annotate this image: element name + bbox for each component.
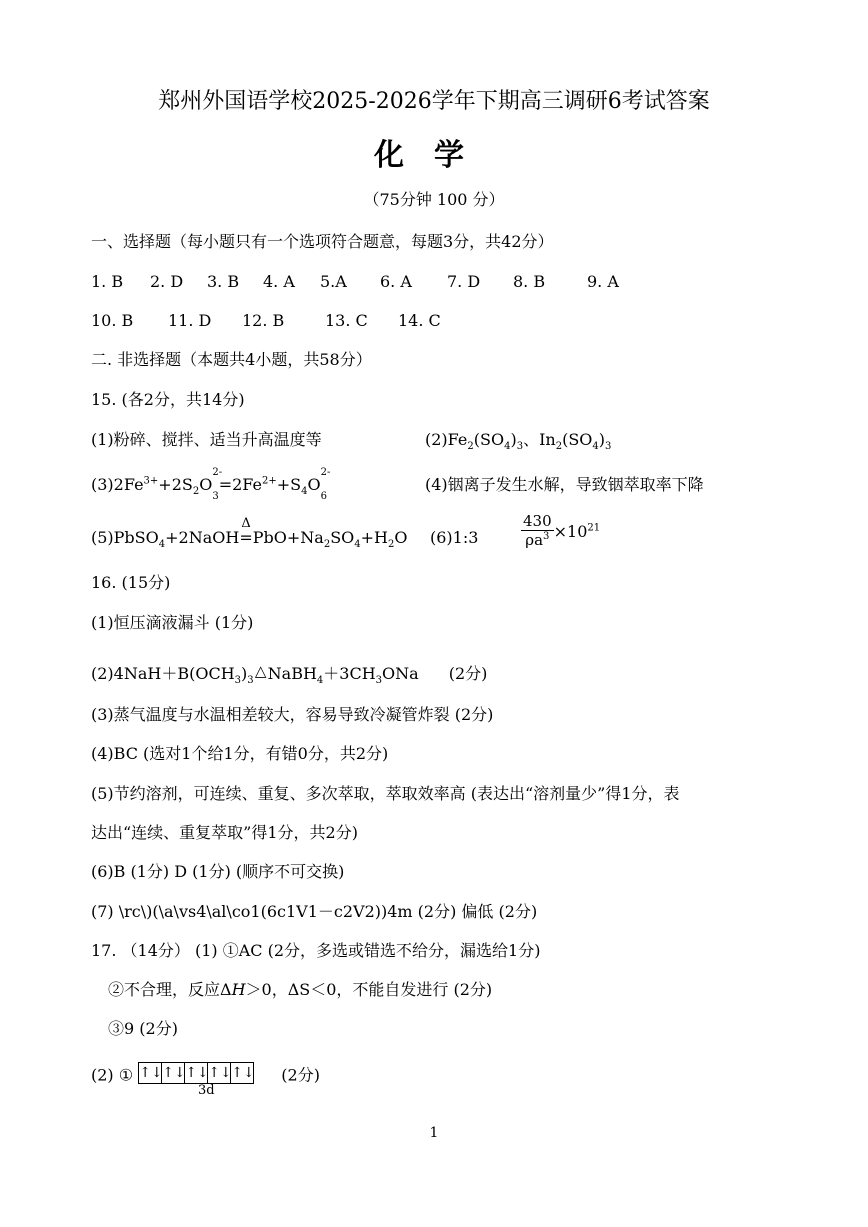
orbital-diagram-3d (138, 1062, 254, 1084)
answer-4: 4. A (263, 272, 295, 291)
q15-part1: (1)粉碎、搅拌、适当升高温度等 (91, 430, 322, 449)
answer-13: 13. C (325, 311, 368, 330)
q15-part3: $(3)2Fe^{3+}+2S_2O$ 2- $_3=2Fe^{2+}+S_4O$ 2- $_6$ (91, 467, 331, 503)
subject-title: 化学 (374, 138, 494, 173)
orbital-label: 3d (198, 1083, 215, 1098)
answer-2: 2. D (150, 272, 184, 291)
q16-part3: (3)蒸气温度与水温相差较大，容易导致冷凝管炸裂 (2分) (91, 705, 494, 724)
q15-part6: (6)1:3 (430, 528, 479, 547)
q15-density-formula: $\frac{430}{\rho a^3}$ $\times 10^{21}$ (523, 512, 601, 549)
orbital-box: ↑↓ (162, 1065, 186, 1081)
q16-part5-line1: (5)节约溶剂，可连续、重复、多次萃取，萃取效率高 (表达出“溶剂量少”得1分，表 (91, 784, 680, 803)
q15-part2: $(2)Fe_2(SO_4)_3$、$In_2(SO_4)_3$ (425, 430, 612, 453)
answer-8: 8. B (513, 272, 546, 291)
q16-part6: (6)B (1分) D (1分) (顺序不可交换) (91, 862, 345, 881)
section1-heading: 一、选择题（每小题只有一个选项符合题意，每题3分，共42分） (91, 232, 554, 251)
page-number: 1 (429, 1125, 439, 1141)
q16-part5-line2: 达出“连续、重复萃取”得1分，共2分) (91, 823, 358, 842)
q16-part7: (7) \rc\)(\a\vs4\al\co1(6c1V1－c2V2))4m (2分) 偏低 (2分) (91, 902, 538, 921)
q17-part1-2: ②不合理，反应ΔH＞0，ΔS＜0，不能自发进行 (2分) (108, 980, 493, 999)
q16-part1: (1)恒压滴液漏斗 (1分) (91, 613, 254, 632)
answer-7: 7. D (447, 272, 481, 291)
orbital-box: ↑↓ (139, 1065, 163, 1081)
document-title: 郑州外国语学校2025-2026学年下期高三调研6考试答案 (158, 89, 710, 114)
q15-heading: 15. (各2分，共14分) (91, 390, 245, 409)
exam-duration: （75分钟 100 分） (363, 190, 505, 209)
q17-part1-3: ③9 (2分) (108, 1019, 178, 1038)
heat-condition-icon: Δ = (239, 516, 253, 547)
q15-part5: (5)PbSO$_4$+2NaOH Δ $=PbO+Na_2SO_4+H_2O$ (91, 516, 408, 551)
orbital-box: ↑↓ (185, 1065, 209, 1081)
q17-part2: (2) ① ↑↓ ↑↓ ↑↓ ↑↓ ↑↓ (2分) (91, 1065, 320, 1087)
answer-10: 10. B (91, 311, 134, 330)
q16-part4: (4)BC (选对1个给1分，有错0分，共2分) (91, 744, 389, 763)
answer-6: 6. A (380, 272, 412, 291)
q17-part1: 17. （14分） (1) ①AC (2分，多选或错选不给分，漏选给1分) (91, 941, 541, 960)
q16-part2: $(2)4NaH+B(OCH_3)_3$ △ $NaBH_4+3CH_3ONa$ (2分) (91, 662, 488, 687)
section2-heading: 二. 非选择题（本题共4小题，共58分） (91, 350, 372, 369)
answer-11: 11. D (168, 311, 212, 330)
answer-14: 14. C (398, 311, 441, 330)
q15-part4: (4)铟离子发生水解，导致铟萃取率下降 (425, 475, 704, 494)
orbital-box: ↑↓ (208, 1065, 232, 1081)
answer-3: 3. B (207, 272, 240, 291)
answer-1: 1. B (91, 272, 124, 291)
orbital-box: ↑↓ (231, 1065, 255, 1081)
answer-9: 9. A (587, 272, 619, 291)
answer-12: 12. B (242, 311, 285, 330)
answer-5: 5.A (320, 272, 347, 291)
q16-heading: 16. (15分) (91, 573, 171, 592)
